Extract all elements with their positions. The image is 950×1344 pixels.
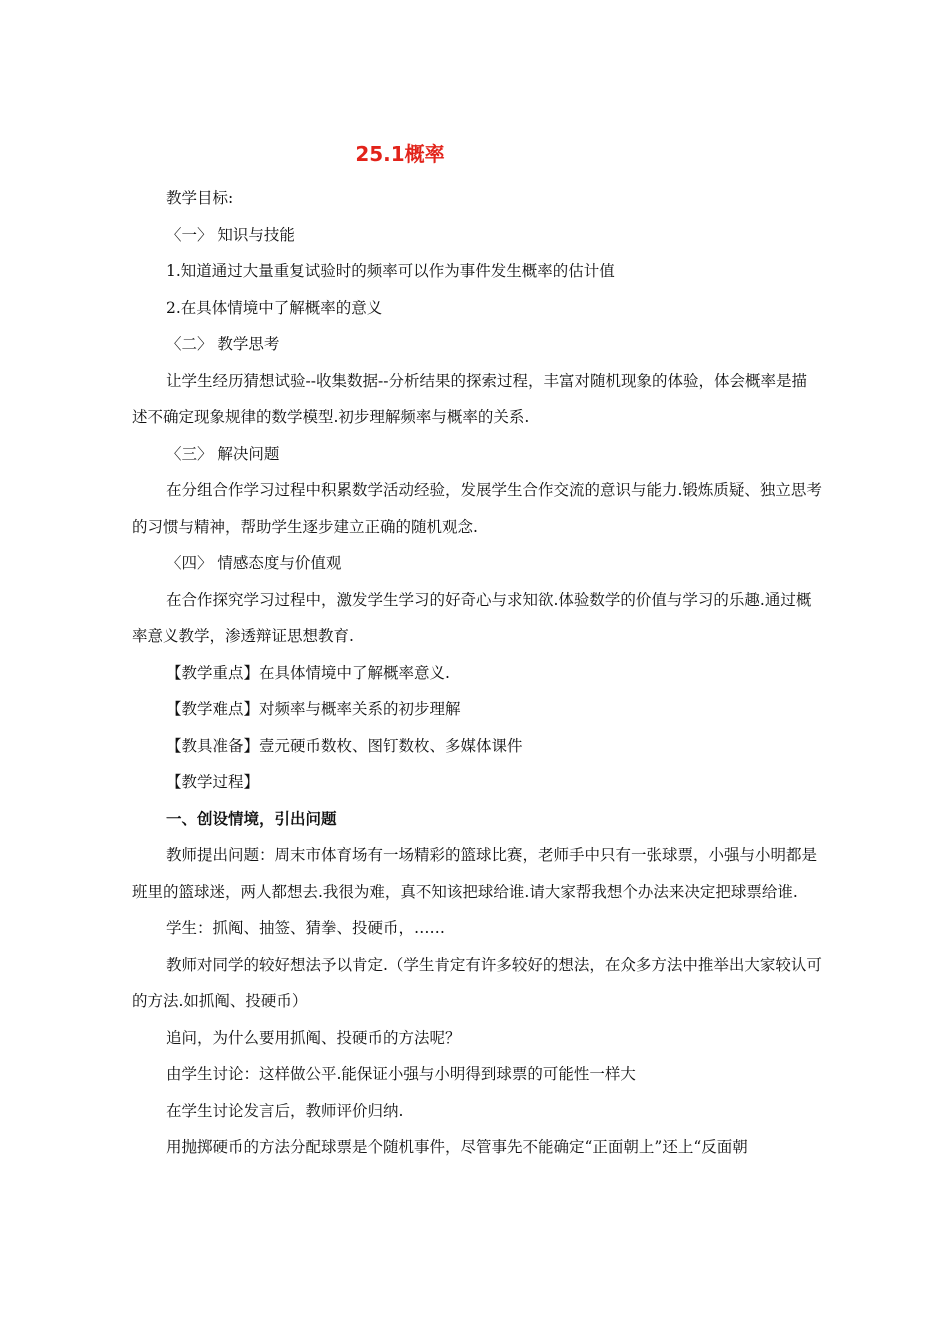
paragraph: 在分组合作学习过程中积累数学活动经验，发展学生合作交流的意识与能力.锻炼质疑、独立思考的习惯与精神，帮助学生逐步建立正确的随机观念. bbox=[132, 481, 822, 536]
paragraph: 一、创设情境，引出问题 bbox=[166, 809, 337, 828]
paragraph: 2.在具体情境中了解概率的意义 bbox=[166, 298, 383, 317]
paragraph: 〈三〉 解决问题 bbox=[166, 444, 280, 463]
paragraph: 让学生经历猜想试验--收集数据--分析结果的探索过程，丰富对随机现象的体验，体会概率是描述不确定现象规律的数学模型.初步理解频率与概率的关系. bbox=[132, 371, 807, 426]
paragraph: 教师对同学的较好想法予以肯定.（学生肯定有许多较好的想法，在众多方法中推举出大家较认可的方法.如抓阄、投硬币） bbox=[132, 955, 822, 1010]
paragraph: 教学目标: bbox=[166, 189, 234, 207]
paragraph: 1.知道通过大量重复试验时的频率可以作为事件发生概率的估计值 bbox=[166, 262, 615, 280]
paragraph: 用抛掷硬币的方法分配球票是个随机事件，尽管事先不能确定“正面朝上”还上“反面朝 bbox=[166, 1138, 748, 1156]
paragraph: 【教具准备】壹元硬币数枚、图钉数枚、多媒体课件 bbox=[166, 736, 523, 755]
document-body bbox=[132, 180, 822, 1166]
paragraph: 〈一〉 知识与技能 bbox=[166, 225, 295, 244]
paragraph: 学生：抓阄、抽签、猜拳、投硬币，…… bbox=[166, 919, 446, 937]
paragraph: 由学生讨论：这样做公平.能保证小强与小明得到球票的可能性一样大 bbox=[166, 1065, 636, 1083]
paragraph: 【教学难点】对频率与概率关系的初步理解 bbox=[166, 700, 461, 718]
paragraph: 教师提出问题：周末市体育场有一场精彩的篮球比赛，老师手中只有一张球票，小强与小明都是班里的篮球迷，两人都想去.我很为难，真不知该把球给谁.请大家帮我想个办法来决定把球票给谁. bbox=[132, 846, 818, 901]
paragraph: 追问，为什么要用抓阄、投硬币的方法呢？ bbox=[166, 1028, 461, 1047]
paragraph: 在学生讨论发言后，教师评价归纳. bbox=[166, 1101, 404, 1120]
document-title: 25.1概率 bbox=[355, 142, 445, 166]
paragraph: 【教学过程】 bbox=[166, 773, 260, 791]
paragraph: 在合作探究学习过程中，激发学生学习的好奇心与求知欲.体验数学的价值与学习的乐趣.通过概率意义教学，渗透辩证思想教育. bbox=[132, 590, 812, 645]
paragraph: 〈四〉 情感态度与价值观 bbox=[166, 554, 342, 572]
paragraph: 〈二〉 教学思考 bbox=[166, 335, 280, 353]
paragraph: 【教学重点】在具体情境中了解概率意义. bbox=[166, 663, 450, 682]
